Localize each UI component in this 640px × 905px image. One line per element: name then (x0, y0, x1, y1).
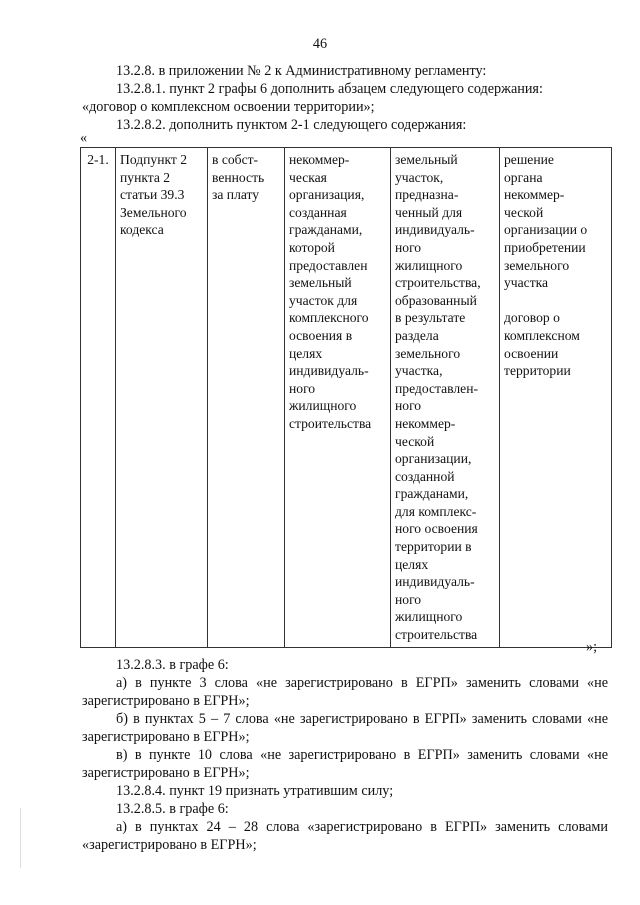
table-cell-legal-basis: Подпункт 2 пункта 2 статьи 39.3 Земельного кодекса (116, 148, 208, 648)
paragraph-13-2-8-3: 13.2.8.3. в графе 6: (116, 657, 229, 673)
paragraph-13-2-8-1: 13.2.8.1. пункт 2 графы 6 дополнить абзацем следующего содержания: (116, 81, 543, 97)
open-quote: « (80, 130, 88, 146)
paragraph-13-2-8-2: 13.2.8.2. дополнить пунктом 2-1 следующего содержания: (116, 117, 467, 133)
table-cell-documents: решение органа некоммер- ческой организации о приобретении земельного участка договор о комплексном освоении территории (500, 148, 612, 648)
paragraph-13-2-8: 13.2.8. в приложении № 2 к Административному регламенту: (116, 63, 487, 79)
paragraph-13-2-8-5: 13.2.8.5. в графе 6: (116, 801, 229, 817)
table-cell-land-plot: земельный участок, предназна- ченный для индивидуаль- ного жилищного строительства, образованный в результате раздела земельного участка, предоставлен- ного некоммер- ческой организации, созданной гражданами, для комплекс- ного освоения территории в целях индивидуаль- ного жилищного строительства (391, 148, 500, 648)
close-quote: »; (586, 639, 598, 655)
table-cell-number: 2-1. (81, 148, 116, 648)
regulation-table (80, 147, 612, 648)
paragraph-item-a: а) в пункте 3 слова «не зарегистрировано в ЕГРП» заменить словами «не зарегистрировано в ЕГРН»; (82, 675, 608, 709)
paragraph-13-2-8-4: 13.2.8.4. пункт 19 признать утратившим силу; (116, 783, 394, 799)
paragraph-item-v: в) в пункте 10 слова «не зарегистрировано в ЕГРП» заменить словами «не зарегистрировано в ЕГРН»; (82, 747, 608, 781)
paragraph-item-b: б) в пунктах 5 – 7 слова «не зарегистрировано в ЕГРП» заменить словами «не зарегистрировано в ЕГРН»; (82, 711, 608, 745)
table-row (81, 148, 612, 648)
table-cell-right-type: в собст- венность за плату (208, 148, 285, 648)
table-cell-applicant: некоммер- ческая организация, созданная гражданами, которой предоставлен земельный участок для комплексного освоения в целях индивидуаль- ного жилищного строительства (285, 148, 391, 648)
paragraph-contract-text: «договор о комплексном освоении территории»; (82, 99, 375, 115)
page-number: 46 (312, 36, 328, 52)
scan-margin-mark (20, 808, 21, 868)
paragraph-item-a-2: а) в пунктах 24 – 28 слова «зарегистрировано в ЕГРП» заменить словами «зарегистрировано в ЕГРН»; (82, 819, 608, 853)
